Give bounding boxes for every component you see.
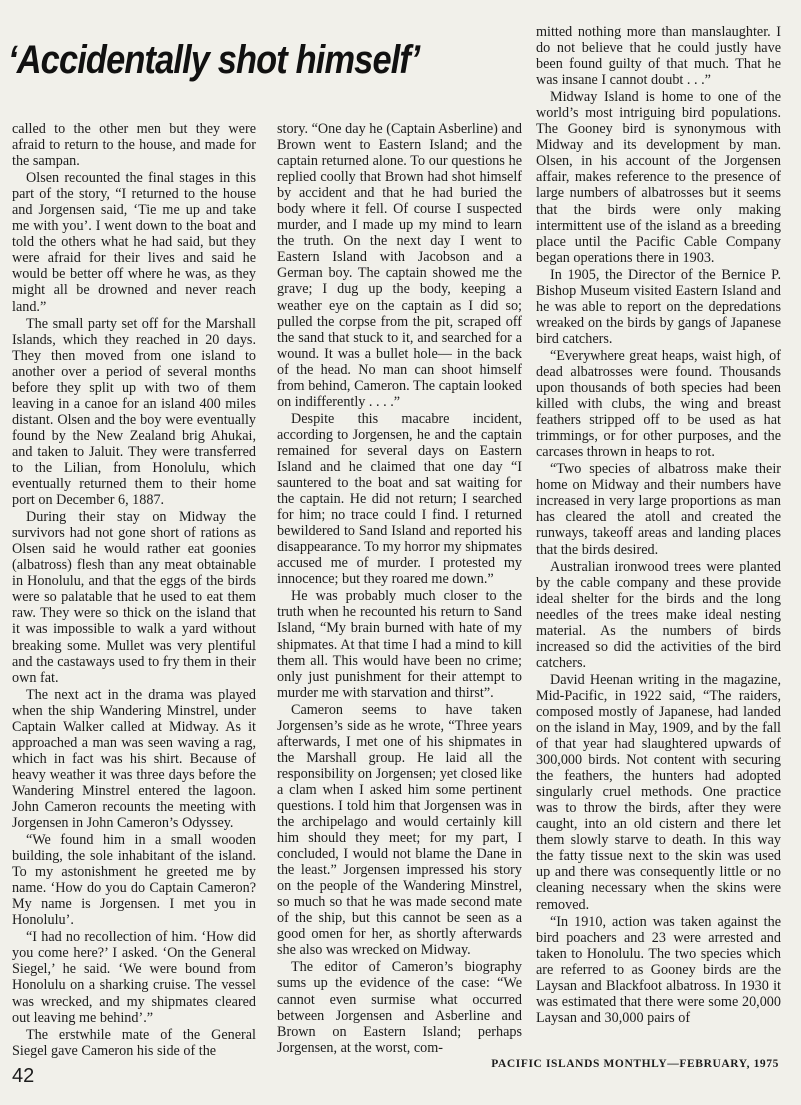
article-paragraph: The small party set off for the Marshall Islands, which they reached in 20 days. They then moved from one island to another over a period of several months before they split up with two of them leaving in a canoe for an island 400 miles distant. Olsen and the boy were eventually found by the New Zealand brig Ahukai, and taken to Jaluit. They were transferred to the Lilian, from Honolulu, which eventually returned them to their home port on December 6, 1887.	[12, 315, 256, 509]
article-paragraph: “I had no recollection of him. ‘How did you come here?’ I asked. ‘On the General Siegel,’ he said. ‘We were bound from Honolulu on a sharking cruise. The vessel was wrecked, and my shipmates cleared out leaving me behind’.”	[12, 929, 256, 1026]
article-paragraph: “In 1910, action was taken against the bird poachers and 23 were arrested and taken to Honolulu. The two species which are referred to as Gooney birds are the Laysan and Blackfoot albatross. In 1930 it was estimated that there were some 20,000 Laysan and 30,000 pairs of	[536, 913, 781, 1026]
article-paragraph: The erstwhile mate of the General Siegel gave Cameron his side of the	[12, 1026, 256, 1059]
publication-line: PACIFIC ISLANDS MONTHLY—FEBRUARY, 1975	[491, 1058, 779, 1070]
article-paragraph: Despite this macabre incident, according to Jorgensen, he and the captain remained for several days on Eastern Island and he claimed that one day “I sauntered to the boat and sat waiting for the captain. He did not return; I searched for him; no trace could I find. I returned bewildered to Sand Island and reported his disappearance. To my horror my shipmates accused me of murder. I protested my innocence; but they roared me down.”	[277, 410, 522, 588]
text-column-3	[536, 24, 781, 1026]
page-number: 42	[12, 1065, 35, 1087]
article-paragraph: The next act in the drama was played when the ship Wandering Minstrel, under Captain Walker called at Midway. As it approached a man was seen waving a rag, which in fact was his shirt. Because of heavy weather it was three days before the Wandering Minstrel entered the lagoon. John Cameron recounts the meeting with Jorgensen in John Cameron’s Odyssey.	[12, 686, 256, 832]
article-paragraph: mitted nothing more than manslaughter. I do not believe that he could justly have been found guilty of that much. That he was insane I cannot doubt . . .”	[536, 24, 781, 89]
article-paragraph: The editor of Cameron’s biography sums up the evidence of the case: “We cannot even surmise what occurred between Jorgensen and Asberline and Brown on Eastern Island; perhaps Jorgensen, at the worst, com-	[277, 959, 522, 1056]
article-paragraph: Cameron seems to have taken Jorgensen’s side as he wrote, “Three years afterwards, I met one of his shipmates in the Marshall group. He laid all the responsibility on Jorgensen; yet closed like a clam when I asked him some pertinent questions. I told him that Jorgensen was in the archipelago and would certainly kill him should they meet; for my part, I concluded, I would not blame the Dane in the least.” Jorgensen impressed his story on the people of the Wandering Minstrel, so much so that he was made second mate of the ship, but this cannot be seen as a good omen for her, as shortly afterwards she also was wrecked on Midway.	[277, 701, 522, 959]
article-paragraph: Midway Island is home to one of the world’s most intriguing bird populations. The Gooney bird is synonymous with Midway and its development by man. Olsen, in his account of the Jorgensen affair, makes reference to the presence of large numbers of albatrosses but it seems that the birds were only making intermittent use of the island as a breeding place until the Pacific Cable Company began operations there in 1903.	[536, 89, 781, 266]
article-paragraph: called to the other men but they were afraid to return to the house, and made for the sampan.	[12, 121, 256, 170]
article-paragraph: story. “One day he (Captain Asberline) and Brown went to Eastern Island; and the captain returned alone. To our questions he replied coolly that Brown had shot himself by accident and that he had buried the body where it fell. Of course I suspected murder, and I made up my mind to learn the truth. On the next day I went to Eastern Island with Jacobson and a German boy. The captain showed me the grave; I dug up the body, keeping a weather eye on the captain as I did so; pulled the corpse from the pit, scraped off the sand that stuck to it, and searched for a wound. It was a bullet hole— in the back of the head. No man can shoot himself from behind, Cameron. The captain looked on indifferently . . . .”	[277, 121, 522, 410]
text-column-2	[277, 121, 522, 1056]
text-column-1	[12, 121, 256, 1059]
article-paragraph: “Everywhere great heaps, waist high, of dead albatrosses were found. Thousands upon thousands of both species had been killed with clubs, the wing and breast feathers stripped off to be used as hat trimmings, or for other purposes, and the carcases thrown in heaps to rot.	[536, 347, 781, 461]
article-paragraph: “Two species of albatross make their home on Midway and their numbers have increased in very large proportions as man has cleared the atoll and created the runways, takeoff areas and landing places that the birds desired.	[536, 461, 781, 558]
article-paragraph: Olsen recounted the final stages in this part of the story, “I returned to the house and Jorgensen said, ‘Tie me up and take me with you’. I went down to the boat and told the others what he had said, but they were afraid for their lives and said he would be better off where he was, as they might all be drowned and never reach land.”	[12, 170, 256, 315]
article-paragraph: Australian ironwood trees were planted by the cable company and these provide ideal shelter for the birds and the long needles of the trees make ideal nesting material. As the numbers of birds increased so did the activities of the bird catchers.	[536, 558, 781, 671]
article-paragraph: In 1905, the Director of the Bernice P. Bishop Museum visited Eastern Island and he was able to report on the depredations wreaked on the birds by gangs of Japanese bird catchers.	[536, 266, 781, 347]
article-title: ‘Accidentally shot himself’	[8, 38, 420, 82]
article-paragraph: He was probably much closer to the truth when he recounted his return to Sand Island, “My brain burned with hate of my shipmates. At that time I had a mind to kill them all. This would have been no crime; only just punishment for their attempt to murder me with starvation and thirst”.	[277, 588, 522, 701]
article-paragraph: David Heenan writing in the magazine, Mid-Pacific, in 1922 said, “The raiders, composed mostly of Japanese, had landed on the island in May, 1909, and by the fall of that year had slaughtered upwards of 300,000 birds. Not content with securing the feathers, the hunters had adopted singularly cruel methods. One practice was to throw the birds, after they were caught, into an old cistern and there let them slowly starve to death. In this way the fatty tissue next to the skin was used up and there was consequently little or no cleaning necessary when the skins were removed.	[536, 671, 781, 913]
article-paragraph: During their stay on Midway the survivors had not gone short of rations as Olsen said he would rather eat goonies (albatross) flesh than any meat obtainable in Honolulu, and that the eggs of the birds were so palatable that he used to eat them raw. They were so thick on the island that it was impossible to walk a yard without breaking some. Mullet was very plentiful and the castaways used to fry them in their own fat.	[12, 509, 256, 686]
article-paragraph: “We found him in a small wooden building, the sole inhabitant of the island. To my astonishment he greeted me by name. ‘How do you do Captain Cameron? My name is Jorgensen. I met you in Honolulu’.	[12, 832, 256, 929]
